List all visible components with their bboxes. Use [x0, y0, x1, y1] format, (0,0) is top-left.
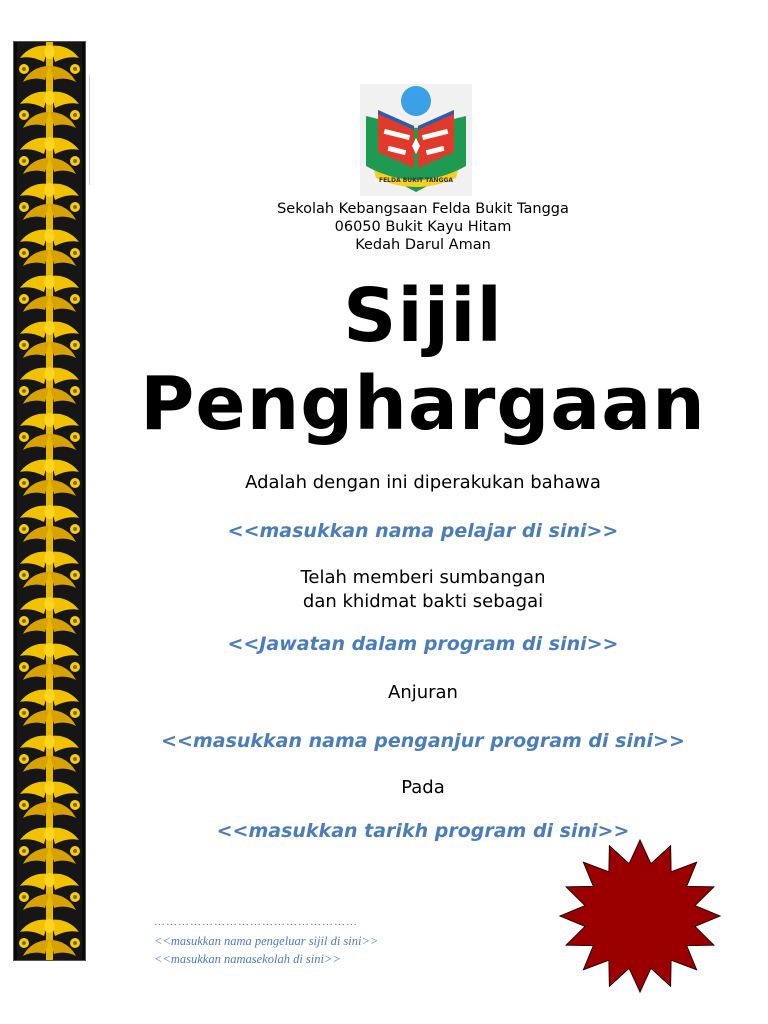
starburst-seal-icon	[556, 836, 724, 996]
title-line1: Sijil	[343, 273, 503, 359]
organizer-placeholder[interactable]: <<masukkan nama penganjur program di sini>>	[161, 730, 685, 752]
position-placeholder[interactable]: <<Jawatan dalam program di sini>>	[227, 633, 619, 655]
decorative-border	[13, 41, 86, 961]
student-name-placeholder[interactable]: <<masukkan nama pelajar di sini>>	[227, 520, 619, 542]
issuer-placeholder[interactable]: <<masukkan nama pengeluar sijil di sini>>	[154, 934, 379, 948]
intro-text: Adalah dengan ini diperakukan bahawa	[245, 472, 601, 493]
contribution-line1: Telah memberi sumbangan	[300, 567, 546, 588]
signature-line: ……………………………………………	[154, 916, 358, 928]
margin-line	[89, 75, 90, 185]
contribution-line2: dan khidmat bakti sebagai	[302, 591, 544, 612]
school-address-line1: 06050 Bukit Kayu Hitam	[334, 219, 512, 235]
contribution-text	[100, 566, 746, 614]
logo-text: FELDA BUKIT TANGGA	[378, 177, 454, 184]
school-placeholder[interactable]: <<masukkan namasekolah di sini>>	[154, 952, 341, 966]
date-label: Pada	[401, 777, 445, 798]
school-name: Sekolah Kebangsaan Felda Bukit Tangga	[277, 201, 569, 217]
seal-shape	[560, 840, 720, 992]
school-address-line2: Kedah Darul Aman	[355, 237, 491, 253]
date-placeholder[interactable]: <<masukkan tarikh program di sini>>	[216, 820, 630, 842]
title-line2: Penghargaan	[140, 361, 706, 447]
school-address	[100, 200, 746, 254]
certificate-title	[100, 272, 746, 448]
school-crest-icon	[360, 84, 472, 196]
organized-by-label: Anjuran	[388, 682, 458, 703]
